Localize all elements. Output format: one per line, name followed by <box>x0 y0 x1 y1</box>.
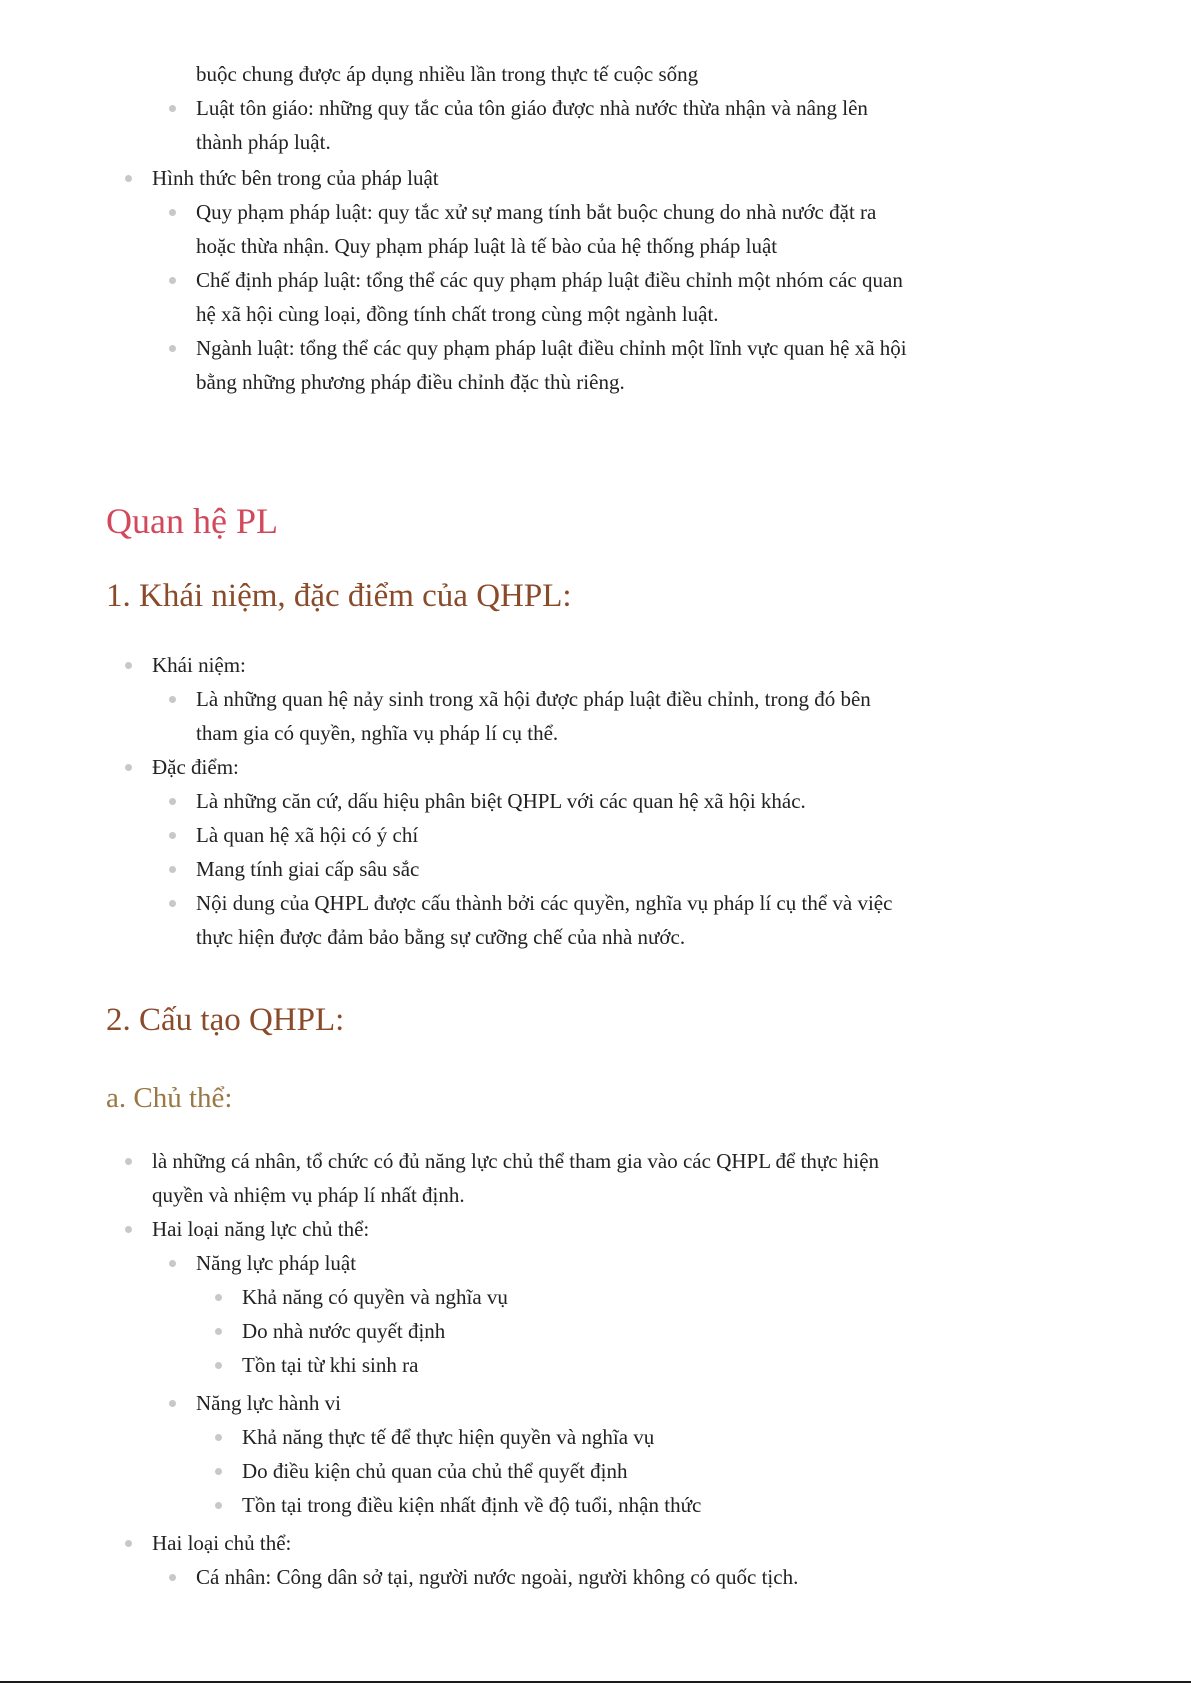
list-item-text: Mang tính giai cấp sâu sắc <box>196 857 420 881</box>
list-item-text: Là quan hệ xã hội có ý chí <box>196 823 419 847</box>
bullet-icon <box>215 1294 222 1301</box>
list-item <box>242 1420 932 1454</box>
list-item <box>152 1144 912 1212</box>
list-item <box>196 1246 916 1280</box>
list-item-text: Là những quan hệ nảy sinh trong xã hội được pháp luật điều chỉnh, trong đó bên tham gia có quyền, nghĩa vụ pháp lí cụ thể. <box>196 687 871 745</box>
bullet-icon <box>125 662 132 669</box>
list-item <box>152 648 912 682</box>
list-item-text: Là những căn cứ, dấu hiệu phân biệt QHPL với các quan hệ xã hội khác. <box>196 789 806 813</box>
bullet-icon <box>125 1158 132 1165</box>
bullet-icon <box>169 696 176 703</box>
bullet-icon <box>125 1226 132 1233</box>
list-item-text: Ngành luật: tổng thể các quy phạm pháp luật điều chỉnh một lĩnh vực quan hệ xã hội bằng những phương pháp điều chỉnh đặc thù riêng. <box>196 336 907 394</box>
bullet-icon <box>169 832 176 839</box>
bullet-icon <box>215 1502 222 1509</box>
list-item-text: Do điều kiện chủ quan của chủ thể quyết định <box>242 1459 628 1483</box>
list-item-text: Cá nhân: Công dân sở tại, người nước ngoài, người không có quốc tịch. <box>196 1565 799 1589</box>
bullet-icon <box>169 866 176 873</box>
list-item-text: Hình thức bên trong của pháp luật <box>152 166 439 190</box>
list-item-text: Tồn tại trong điều kiện nhất định về độ tuổi, nhận thức <box>242 1493 702 1517</box>
list-item <box>242 1280 932 1314</box>
list-item <box>152 1526 912 1560</box>
bullet-icon <box>215 1434 222 1441</box>
list-item-text: Hai loại chủ thể: <box>152 1531 292 1555</box>
list-item <box>196 331 916 399</box>
bullet-icon <box>169 1574 176 1581</box>
page-bottom-divider <box>0 1681 1191 1683</box>
bullet-icon <box>169 900 176 907</box>
list-item <box>196 1560 916 1594</box>
bullet-icon <box>169 277 176 284</box>
list-item-text: Nội dung của QHPL được cấu thành bởi các quyền, nghĩa vụ pháp lí cụ thể và việc thực hiện được đảm bảo bằng sự cưỡng chế của nhà nước. <box>196 891 893 949</box>
list-item-text: Khả năng thực tế để thực hiện quyền và nghĩa vụ <box>242 1425 655 1449</box>
list-item-text: Tồn tại từ khi sinh ra <box>242 1353 419 1377</box>
list-item-text: Quy phạm pháp luật: quy tắc xử sự mang tính bắt buộc chung do nhà nước đặt ra hoặc thừa nhận. Quy phạm pháp luật là tế bào của hệ thống pháp luật <box>196 200 877 258</box>
list-item-text: Luật tôn giáo: những quy tắc của tôn giáo được nhà nước thừa nhận và nâng lên thành pháp luật. <box>196 96 868 154</box>
bullet-icon <box>169 105 176 112</box>
list-item <box>242 1348 932 1382</box>
list-item <box>152 1212 912 1246</box>
list-item <box>196 263 916 331</box>
list-item <box>242 1454 932 1488</box>
list-item <box>196 195 916 263</box>
list-item-text: buộc chung được áp dụng nhiều lần trong thực tế cuộc sống <box>196 62 699 86</box>
list-item-text: Khả năng có quyền và nghĩa vụ <box>242 1285 508 1309</box>
top-list <box>0 57 1000 399</box>
part2-sub-a-heading: a. Chủ thể: <box>106 1082 233 1114</box>
bullet-icon <box>215 1468 222 1475</box>
part2-list <box>0 1144 1000 1594</box>
list-item <box>196 57 916 91</box>
list-item <box>196 91 916 159</box>
bullet-icon <box>169 1260 176 1267</box>
list-item <box>152 750 912 784</box>
section-title: Quan hệ PL <box>106 501 278 541</box>
list-item <box>196 682 916 750</box>
list-item-text: Do nhà nước quyết định <box>242 1319 446 1343</box>
bullet-icon <box>169 798 176 805</box>
list-item <box>196 886 916 954</box>
bullet-icon <box>215 1362 222 1369</box>
list-item-text: Hai loại năng lực chủ thể: <box>152 1217 370 1241</box>
list-item-text: Năng lực pháp luật <box>196 1251 357 1275</box>
bullet-icon <box>169 1400 176 1407</box>
bullet-icon <box>125 1540 132 1547</box>
list-item-text: Khái niệm: <box>152 653 246 677</box>
part1-list <box>0 648 1000 954</box>
bullet-icon <box>169 209 176 216</box>
list-item <box>196 784 916 818</box>
bullet-icon <box>169 345 176 352</box>
subject-list <box>0 1144 1000 1594</box>
list-item-text: Chế định pháp luật: tổng thể các quy phạm pháp luật điều chỉnh một nhóm các quan hệ xã hội cùng loại, đồng tính chất trong cùng một ngành luật. <box>196 268 903 326</box>
list-item <box>196 852 916 886</box>
list-item <box>196 818 916 852</box>
concept-list <box>0 648 1000 954</box>
list-item-text: là những cá nhân, tổ chức có đủ năng lực chủ thể tham gia vào các QHPL để thực hiện quyền và nhiệm vụ pháp lí nhất định. <box>152 1149 880 1207</box>
bullet-icon <box>125 764 132 771</box>
list-item <box>242 1314 932 1348</box>
list-item <box>152 161 912 195</box>
part1-heading: 1. Khái niệm, đặc điểm của QHPL: <box>106 578 572 614</box>
inner-form-list <box>0 161 1000 399</box>
bullet-icon <box>215 1328 222 1335</box>
part2-heading: 2. Cấu tạo QHPL: <box>106 1002 345 1038</box>
list-item <box>196 1386 916 1420</box>
list-item-text: Năng lực hành vi <box>196 1391 341 1415</box>
top-list-level2 <box>0 57 1000 159</box>
list-item <box>242 1488 932 1522</box>
bullet-icon <box>125 175 132 182</box>
list-item-text: Đặc điểm: <box>152 755 239 779</box>
